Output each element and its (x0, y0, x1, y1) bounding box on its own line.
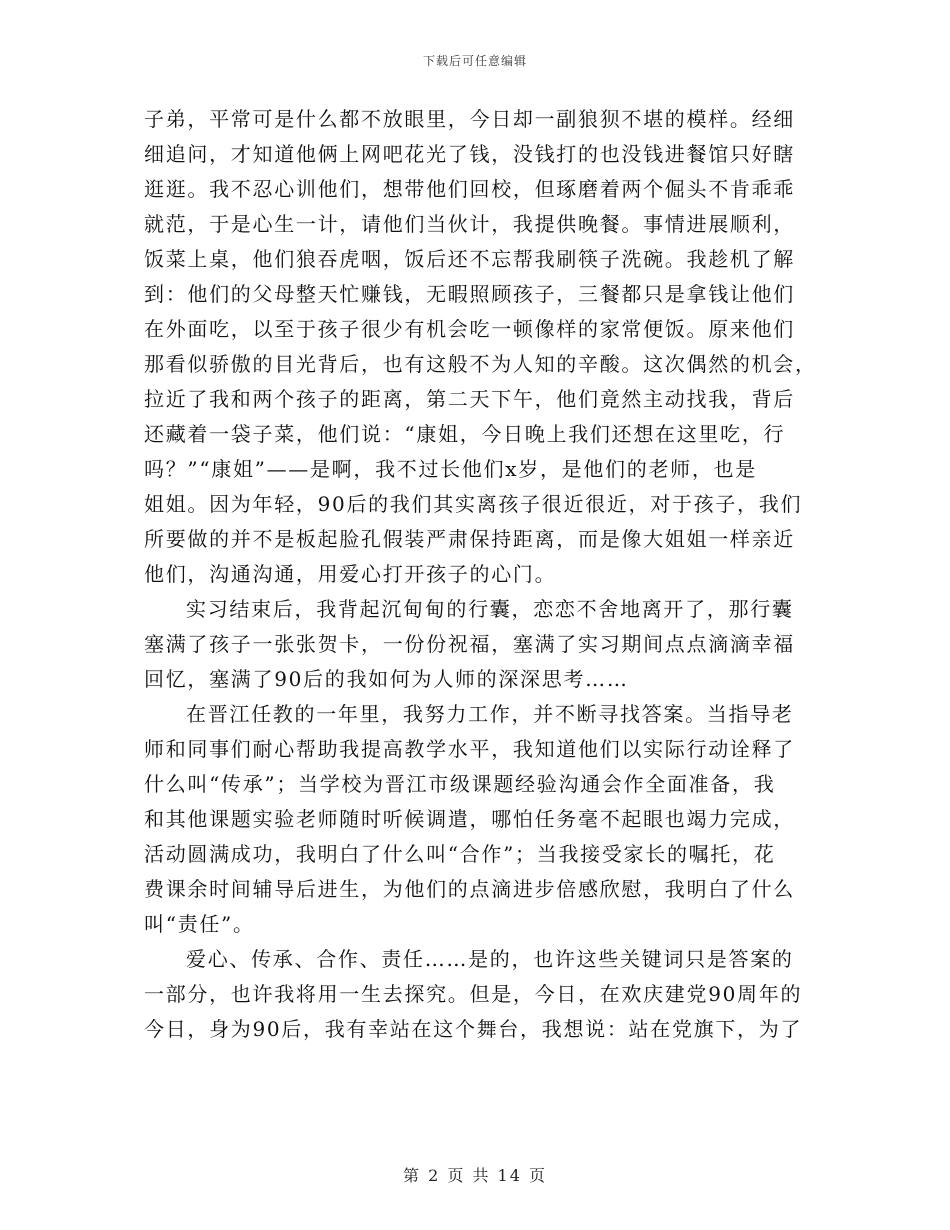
text-line: 子弟，平常可是什么都不放眼里，今日却一副狼狈不堪的模样。经细 (144, 107, 795, 131)
text-line: 什么叫“传承”；当学校为晋江市级课题经验沟通会作全面准备，我 (144, 772, 776, 796)
text-line: 细追问，才知道他俩上网吧花光了钱，没钱打的也没钱进餐馆只好瞎 (144, 142, 795, 166)
text-line: 拉近了我和两个孩子的距离，第二天下午，他们竟然主动找我，背后 (144, 387, 795, 411)
text-line: 实习结束后，我背起沉甸甸的行囊，恋恋不舍地离开了，那行囊 (186, 597, 794, 621)
text-line: 所要做的并不是板起脸孔假装严肃保持距离，而是像大姐姐一样亲近 (144, 527, 795, 551)
text-line: 还藏着一袋子菜，他们说：“康姐，今日晚上我们还想在这里吃，行 (144, 422, 786, 446)
text-line: 他们，沟通沟通，用爱心打开孩子的心门。 (144, 562, 557, 586)
page-header: 下载后可任意编辑 (422, 54, 527, 68)
text-line: 在晋江任教的一年里，我努力工作，并不断寻找答案。当指导老 (186, 702, 794, 726)
text-line: 师和同事们耐心帮助我提高教学水平，我知道他们以实际行动诠释了 (144, 737, 795, 761)
text-line: 回忆，塞满了90后的我如何为人师的深深思考…… (144, 667, 629, 691)
document-body (144, 102, 817, 1047)
text-line: 叫“责任”。 (144, 912, 255, 936)
text-line: 到：他们的父母整天忙赚钱，无暇照顾孩子，三餐都只是拿钱让他们 (144, 282, 795, 306)
text-line: 费课余时间辅导后进生，为他们的点滴进步倍感欣慰，我明白了什么 (144, 877, 795, 901)
text-line: 逛逛。我不忍心训他们，想带他们回校，但琢磨着两个倔头不肯乖乖 (144, 177, 795, 201)
text-line: 今日，身为90后，我有幸站在这个舞台，我想说：站在党旗下，为了 (144, 1017, 803, 1041)
text-line: 就范，于是心生一计，请他们当伙计，我提供晚餐。事情进展顺利， (144, 212, 795, 236)
text-line: 爱心、传承、合作、责任……是的，也许这些关键词只是答案的 (186, 947, 794, 971)
page-number-footer: 第 2 页 共 14 页 (403, 1166, 547, 1185)
text-line: 在外面吃，以至于孩子很少有机会吃一顿像样的家常便饭。原来他们 (144, 317, 795, 341)
text-line: 和其他课题实验老师随时听候调遣，哪怕任务毫不起眼也竭力完成， (144, 807, 795, 831)
text-line: 活动圆满成功，我明白了什么叫“合作”；当我接受家长的嘱托，花 (144, 842, 776, 866)
text-line: 吗？”“康姐”——是啊，我不过长他们x岁，是他们的老师，也是 (144, 457, 757, 481)
text-line: 一部分，也许我将用一生去探究。但是，今日，在欢庆建党90周年的 (144, 982, 803, 1006)
text-line: 姐姐。因为年轻，90后的我们其实离孩子很近很近，对于孩子，我们 (144, 492, 803, 516)
text-line: 饭菜上桌，他们狼吞虎咽，饭后还不忘帮我刷筷子洗碗。我趁机了解 (144, 247, 795, 271)
text-line: 那看似骄傲的目光背后，也有这般不为人知的辛酸。这次偶然的机会， (144, 352, 817, 376)
text-line: 塞满了孩子一张张贺卡，一份份祝福，塞满了实习期间点点滴滴幸福 (144, 632, 795, 656)
